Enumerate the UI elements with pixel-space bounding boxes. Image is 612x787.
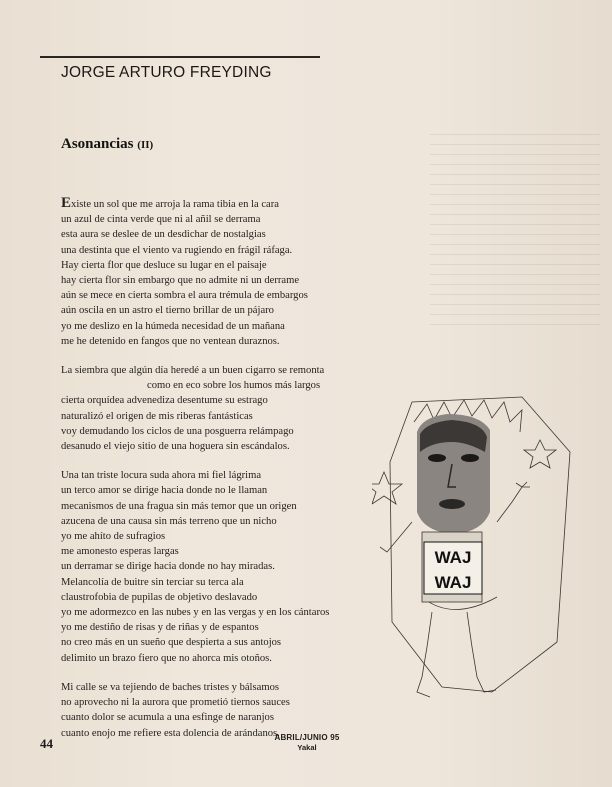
poem-line: yo me destiño de risas y de riñas y de espantos	[61, 622, 259, 634]
collage-text-2: WAJ	[434, 573, 472, 592]
stanza	[61, 363, 391, 454]
footer	[262, 733, 352, 752]
header-rule	[40, 56, 320, 58]
poem-line: esta aura se deslee de un desdichar de nostalgias	[61, 229, 266, 241]
collage-illustration	[372, 392, 582, 722]
drop-cap: E	[61, 195, 72, 211]
poem-line: como en eco sobre los humos más largos	[147, 380, 321, 392]
poem-line: voy demudando los ciclos de una posguerra relámpago	[61, 425, 294, 437]
star-left-sketch	[372, 472, 402, 504]
poem-line: cuanto enojo me refiere esta dolencia de arándanos.	[61, 727, 280, 739]
issue-date: ABRIL/JUNIO 95	[274, 733, 340, 742]
poem-line: un derramar se dirige hacia donde no hay miradas.	[61, 561, 275, 573]
poem-line: mecanismos de una fragua sin más temor que un origen	[61, 500, 297, 512]
poem-line: Una tan triste locura suda ahora mi fiel lágrima	[61, 470, 262, 482]
poem-line: delimito un brazo fiero que no ahorca mis otoños.	[61, 652, 272, 664]
poem-title-numeral: (II)	[137, 139, 154, 151]
poem-line: yo me adormezco en las nubes y en las vergas y en los cántaros	[61, 607, 330, 619]
left-arm-sketch	[380, 522, 412, 552]
poem-line: Melancolía de buitre sin terciar su terca ala	[61, 576, 244, 588]
poem-line: un azul de cinta verde que ni al añil se derrama	[61, 214, 261, 226]
poem-line: yo me ahíto de sufragios	[61, 531, 166, 543]
star-right-sketch	[524, 440, 556, 468]
stanza	[61, 196, 391, 349]
right-arm-sketch	[497, 482, 530, 522]
page-number: 44	[40, 736, 53, 751]
poem-line: cierta orquídea advenediza desentume su estrago	[61, 395, 268, 407]
poem-line: me amonesto esperas largas	[61, 546, 179, 558]
author-name: JORGE ARTURO FREYDING	[61, 64, 272, 81]
poem-line: un terco amor se dirige hacia donde no le llaman	[61, 485, 268, 497]
collage-text-1: WAJ	[434, 548, 472, 567]
poem-line: aún se mece en cierta sombra el aura trémula de embargos	[61, 290, 308, 302]
poem-line: Existe un sol que me arroja la rama tibia en la cara	[61, 195, 279, 211]
poem-title-text: Asonancias	[61, 136, 134, 152]
poem-line: yo me deslizo en la húmeda necesidad de un mañana	[61, 320, 285, 332]
poem-line: no creo más en un sueño que despierta a sus antojos	[61, 637, 282, 649]
poem-line: desanudo el viejo sitio de una hoguera sin escándalos.	[61, 441, 290, 453]
right-leg-sketch	[467, 612, 496, 692]
poem-line: Hay cierta flor que desluce su lugar en el paisaje	[61, 259, 267, 271]
collage-text-block	[424, 542, 482, 594]
poem-body	[61, 196, 391, 755]
poem-line: naturalizó el origen de mis riberas fantásticas	[61, 410, 253, 422]
poem-line: cuanto dolor se acumula a una esfinge de naranjos	[61, 712, 274, 724]
stanza	[61, 680, 391, 741]
poem-line: Mi calle se va tejiendo de baches tristes y bálsamos	[61, 681, 279, 693]
poem-line: La siembra que algún día heredé a un buen cigarro se remonta	[61, 365, 325, 377]
poem-line: me he detenido en fangos que no ventean duraznos.	[61, 335, 280, 347]
left-leg-sketch	[417, 612, 432, 697]
face-photo	[417, 414, 490, 534]
magazine-name: Yakal	[297, 743, 317, 752]
poem-line: una destinta que el viento va rugiendo en frágil ráfaga.	[61, 244, 293, 256]
show-through-text	[430, 125, 600, 325]
poem-line: hay cierta flor sin embargo que no admite ni un derrame	[61, 275, 300, 287]
poem-line: azucena de una causa sin más terreno que un nicho	[61, 515, 277, 527]
poem-line: claustrofobia de pupilas de objetivo deslavado	[61, 591, 258, 603]
poem-line: no aprovecho ni la aurora que prometió tiernos sauces	[61, 697, 290, 709]
poem-line: aún oscila en un astro el tierno brillar de un pájaro	[61, 305, 274, 317]
stanza	[61, 468, 391, 666]
poem-title	[61, 136, 153, 153]
